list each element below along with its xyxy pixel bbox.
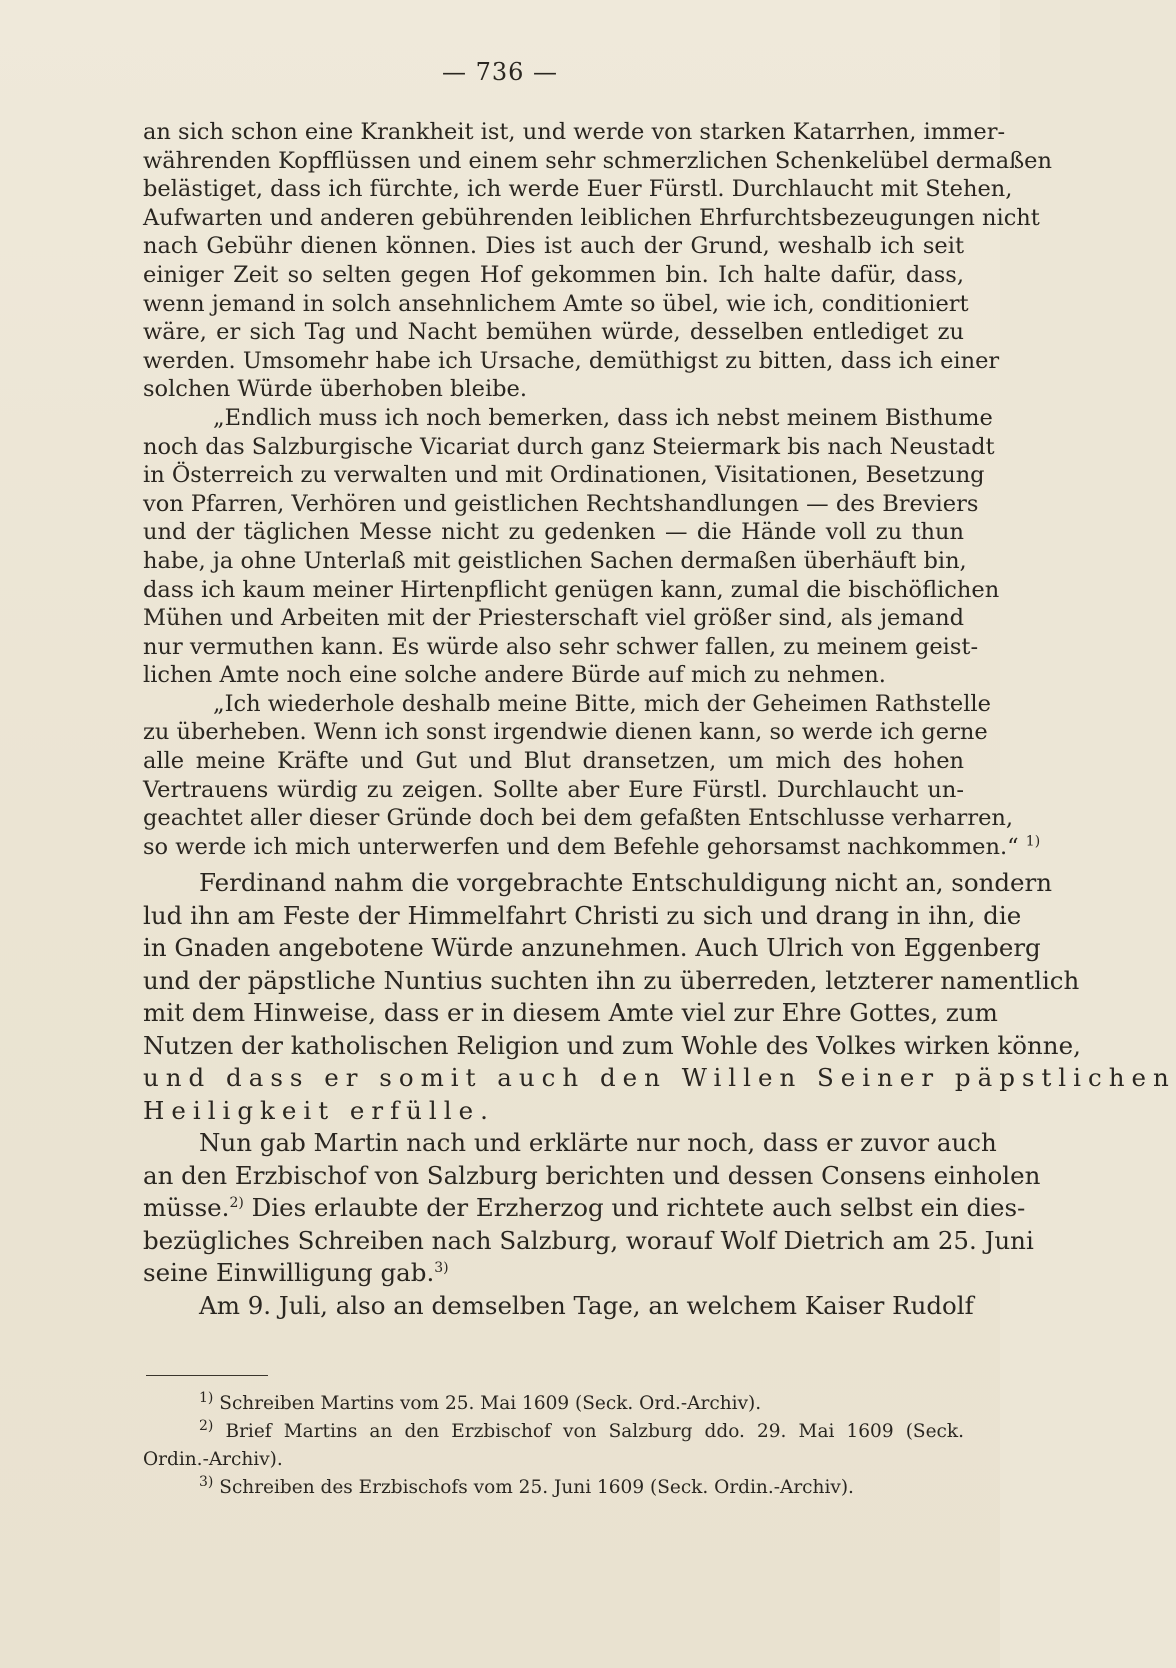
text-line: dass ich kaum meiner Hirtenpflicht genügen kann, zumal die bischöflichen	[143, 576, 1000, 603]
paragraph-5	[143, 1127, 1041, 1290]
text-line: an sich schon eine Krankheit ist, und werde von starken Katarrhen, immer-	[143, 119, 1006, 145]
footnote-text: Ordin.-Archiv).	[143, 1449, 283, 1470]
text-line: wenn jemand in solch ansehnlichem Amte so übel, wie ich, conditioniert	[143, 290, 969, 317]
footnote	[143, 1474, 964, 1502]
text-line: in Österreich zu verwalten und mit Ordinationen, Visitationen, Besetzung	[143, 462, 985, 489]
text-line: wäre, er sich Tag und Nacht bemühen würde, desselben entlediget zu	[143, 319, 964, 346]
footnote-ref[interactable]: 3)	[434, 1260, 449, 1277]
text-line: an den Erzbischof von Salzburg berichten und dessen Consens einholen	[143, 1160, 1041, 1190]
footnote-ref[interactable]: 2)	[229, 1195, 244, 1212]
footnote-ref[interactable]: 1)	[1025, 833, 1041, 850]
text-line: von Pfarren, Verhören und geistlichen Rechtshandlungen — des Breviers	[143, 490, 979, 517]
footnote-continuation	[143, 1446, 964, 1474]
text-line: werden. Umsomehr habe ich Ursache, demüthigst zu bitten, dass ich einer	[143, 347, 1000, 374]
paragraph-6	[143, 1290, 974, 1323]
paragraph-4	[143, 867, 1176, 1127]
text-line: solchen Würde überhoben bleibe.	[143, 376, 528, 403]
text-line: Ferdinand nahm die vorgebrachte Entschuldigung nicht an, sondern	[199, 868, 1053, 898]
line-text: Dies erlaubte der Erzherzog und richtete auch selbst ein dies-	[251, 1193, 1026, 1223]
text-line: lud ihn am Feste der Himmelfahrt Christi zu sich und drang in ihn, die	[143, 900, 1022, 930]
text-line: nach Gebühr dienen können. Dies ist auch der Grund, weshalb ich seit	[143, 233, 964, 260]
line-text: müsse.	[143, 1193, 230, 1223]
footnote-mark: 2)	[199, 1417, 214, 1434]
footnote	[143, 1418, 964, 1446]
text-line: Nutzen der katholischen Religion und zum Wohle des Volkes wirken könne,	[143, 1030, 1081, 1060]
text-line: mit dem Hinweise, dass er in diesem Amte viel zur Ehre Gottes, zum	[143, 998, 998, 1028]
text-line: Mühen und Arbeiten mit der Priesterschaft viel größer sind, als jemand	[143, 605, 964, 632]
text-line: alle meine Kräfte und Gut und Blut dransetzen, um mich des hohen	[143, 748, 964, 775]
text-line: zu überheben. Wenn ich sonst irgendwie dienen kann, so werde ich gerne	[143, 719, 988, 746]
footnote-text: Schreiben des Erzbischofs vom 25. Juni 1609 (Seck. Ordin.-Archiv).	[219, 1477, 854, 1498]
paragraph-1	[143, 118, 1052, 404]
text-line	[143, 1257, 964, 1290]
text-line	[143, 1192, 1026, 1225]
footnotes	[143, 1390, 964, 1502]
page-number: — 736 —	[441, 58, 559, 86]
text-line: habe, ja ohne Unterlaß mit geistlichen Sachen dermaßen überhäuft bin,	[143, 547, 967, 574]
footnote-separator	[146, 1375, 268, 1376]
text-line: „Endlich muss ich noch bemerken, dass ich nebst meinem Bisthume	[213, 404, 993, 431]
text-line: geachtet aller dieser Gründe doch bei dem gefaßten Entschlusse verharren,	[143, 805, 1014, 832]
footnote-mark: 3)	[199, 1473, 214, 1490]
text-line: lichen Amte noch eine solche andere Bürde auf mich zu nehmen.	[143, 662, 886, 689]
text-line: Heiligkeit erfülle.	[143, 1095, 495, 1125]
text-line: bezügliches Schreiben nach Salzburg, worauf Wolf Dietrich am 25. Juni	[143, 1225, 1034, 1255]
text-line: noch das Salzburgische Vicariat durch ganz Steiermark bis nach Neustadt	[143, 433, 995, 460]
text-line: und der päpstliche Nuntius suchten ihn zu überreden, letzterer namentlich	[143, 965, 1080, 995]
main-text	[143, 118, 1176, 1322]
line-text: so werde ich mich unterwerfen und dem Befehle gehorsamst nachkommen.“	[143, 833, 1019, 860]
footnote-text: Brief Martins an den Erzbischof von Salzburg ddo. 29. Mai 1609 (Seck.	[225, 1421, 964, 1442]
line-text: seine Einwilligung gab.	[143, 1258, 435, 1288]
footnote	[143, 1390, 964, 1418]
paragraph-3	[143, 690, 1041, 862]
text-line	[143, 833, 1041, 862]
text-line: Nun gab Martin nach und erklärte nur noch, dass er zuvor auch	[199, 1128, 997, 1158]
text-line: Aufwarten und anderen gebührenden leiblichen Ehrfurchtsbezeugungen nicht	[143, 204, 1040, 231]
text-line: belästiget, dass ich fürchte, ich werde Euer Fürstl. Durchlaucht mit Stehen,	[143, 176, 1013, 203]
text-line: Am 9. Juli, also an demselben Tage, an welchem Kaiser Rudolf	[199, 1290, 974, 1320]
text-line: und der täglichen Messe nicht zu gedenken — die Hände voll zu thun	[143, 519, 964, 546]
text-line: in Gnaden angebotene Würde anzunehmen. Auch Ulrich von Eggenberg	[143, 933, 1041, 963]
text-line: „Ich wiederhole deshalb meine Bitte, mich der Geheimen Rathstelle	[213, 690, 991, 717]
text-line: Vertrauens würdig zu zeigen. Sollte aber Eure Fürstl. Durchlaucht un-	[143, 776, 964, 803]
footnote-mark: 1)	[199, 1389, 214, 1406]
text-line: nur vermuthen kann. Es würde also sehr schwer fallen, zu meinem geist-	[143, 633, 979, 660]
text-line: und dass er somit auch den Willen Seiner päpstlichen	[143, 1063, 1176, 1093]
footnote-text: Schreiben Martins vom 25. Mai 1609 (Seck. Ord.-Archiv).	[219, 1393, 762, 1414]
paragraph-2	[143, 404, 1000, 690]
text-line: einiger Zeit so selten gegen Hof gekommen bin. Ich halte dafür, dass,	[143, 261, 964, 288]
text-line: währenden Kopfflüssen und einem sehr schmerzlichen Schenkelübel dermaßen	[143, 147, 1052, 174]
